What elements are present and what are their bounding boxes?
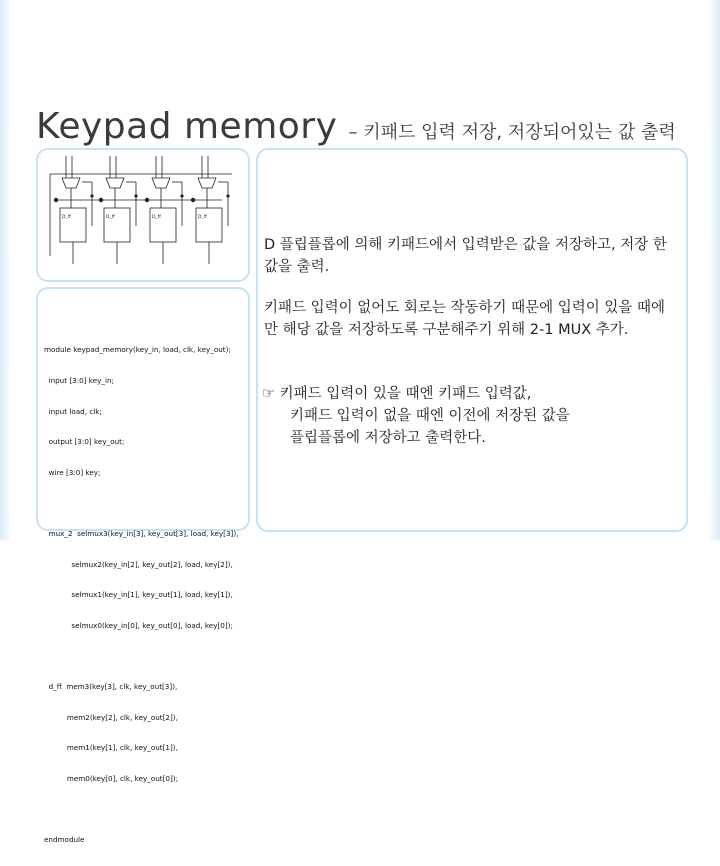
code-line bbox=[44, 498, 238, 508]
page-title bbox=[36, 106, 676, 147]
code-line: selmux1(key_in[1], key_out[1], load, key[1]), bbox=[44, 590, 233, 600]
code-line: selmux2(key_in[2], key_out[2], load, key[2]), bbox=[44, 559, 233, 569]
ff-label: D_ff bbox=[62, 215, 71, 220]
code-line: endmodule bbox=[44, 835, 85, 845]
code-line: output [3:0] key_out; bbox=[44, 437, 125, 447]
code-line: selmux0(key_in[0], key_out[0], load, key[0]); bbox=[44, 620, 233, 630]
ff-label: D_ff bbox=[152, 215, 161, 220]
code-line bbox=[44, 805, 238, 815]
ff-label: D_ff bbox=[106, 215, 115, 220]
ff-label: D_ff bbox=[198, 215, 207, 220]
code-line: wire [3:0] key; bbox=[44, 467, 101, 477]
circuit-diagram bbox=[46, 156, 238, 274]
code-line: mem1(key[1], clk, key_out[1]), bbox=[44, 743, 178, 753]
bullet-text-line: 키패드 입력이 있을 때엔 키패드 입력값, bbox=[279, 386, 532, 402]
title-subtitle: – 키패드 입력 저장, 저장되어있는 값 출력 bbox=[348, 122, 676, 143]
description-mux: 키패드 입력이 없어도 회로는 작동하기 때문에 입력이 있을 때에만 해당 값을 저장하도록 구분해주기 위해 2-1 MUX 추가. bbox=[264, 300, 666, 338]
verilog-code bbox=[44, 325, 238, 866]
code-line: module keypad_memory(key_in, load, clk, key_out); bbox=[44, 345, 231, 355]
bullet-note bbox=[262, 383, 682, 449]
bullet-text-line: 키패드 입력이 없을 때엔 이전에 저장된 값을 bbox=[290, 408, 570, 424]
code-line: input load, clk; bbox=[44, 406, 102, 416]
bullet-text-line: 플립플롭에 저장하고 출력한다. bbox=[290, 430, 486, 446]
code-line: mem2(key[2], clk, key_out[2]), bbox=[44, 712, 178, 722]
code-line: input [3:0] key_in; bbox=[44, 376, 114, 386]
pointing-hand-icon: ☞ bbox=[262, 386, 275, 402]
verilog-code-panel bbox=[36, 287, 250, 845]
circuit-diagram-panel bbox=[36, 148, 250, 282]
code-line bbox=[44, 652, 238, 662]
right-edge-gradient bbox=[708, 0, 720, 540]
description-panel bbox=[256, 148, 688, 532]
code-line: d_ff mem3(key[3], clk, key_out[3]), bbox=[44, 682, 178, 692]
code-line: mux_2 selmux3(key_in[3], key_out[3], load, key[3]), bbox=[44, 529, 239, 539]
description-flipflop: D 플립플롭에 의해 키패드에서 입력받은 값을 저장하고, 저장 한 값을 출력. bbox=[264, 237, 667, 275]
title-main: Keypad memory bbox=[36, 106, 338, 147]
left-edge-gradient bbox=[0, 0, 12, 540]
code-line: mem0(key[0], clk, key_out[0]); bbox=[44, 773, 179, 783]
